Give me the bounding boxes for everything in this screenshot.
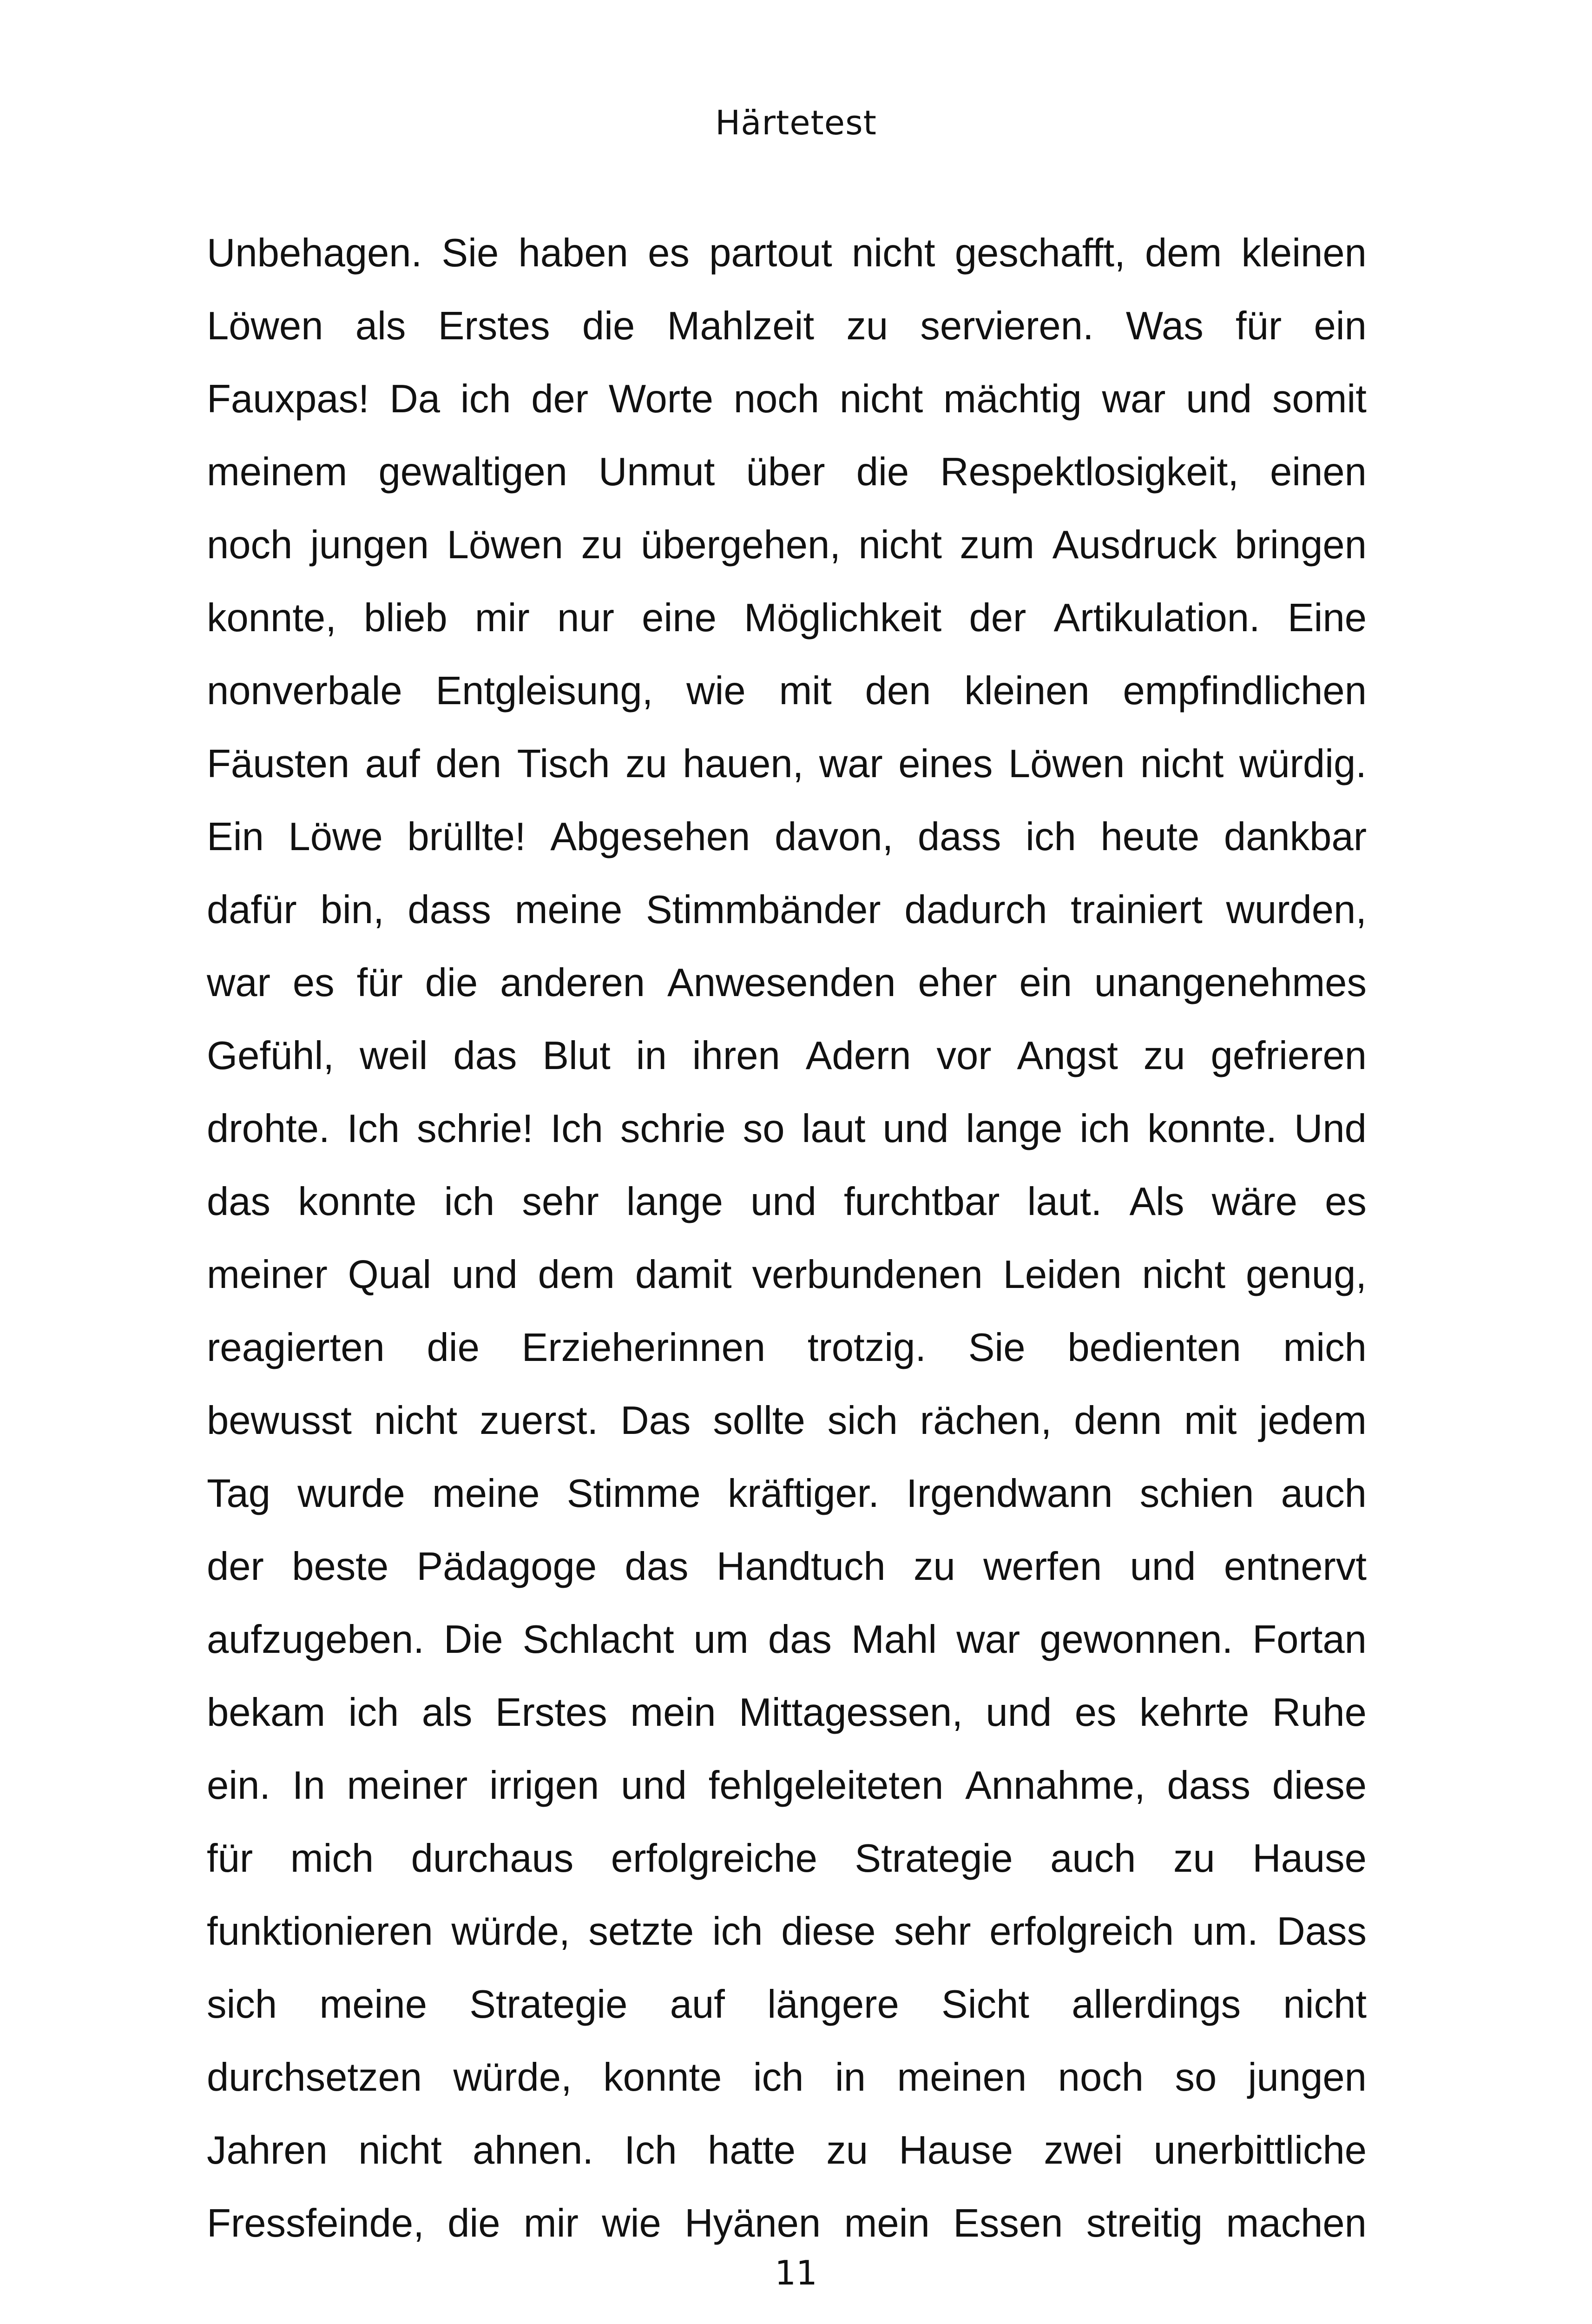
word: eher [918,961,997,1005]
word: Als [1129,1180,1184,1224]
word: das [768,1618,832,1662]
word: denn [1074,1399,1162,1443]
word: lange [626,1180,723,1224]
word: laut [802,1107,866,1151]
word: meine [319,1982,427,2027]
word: Unmut [598,450,715,494]
word: diese [1272,1763,1367,1808]
word: es [1074,1690,1117,1735]
word: Dass [1276,1909,1367,1954]
word: mein [844,2201,930,2245]
text-line [207,363,1367,436]
word: wie [686,669,746,713]
word: allerdings [1072,1982,1241,2027]
word: zu [1143,1034,1185,1078]
word: dem [1145,231,1222,275]
word: und [750,1180,816,1224]
word: in [835,2055,866,2100]
word: Artikulation. [1053,596,1260,640]
word: durchaus [411,1836,574,1881]
word: mächtig [943,377,1082,421]
word: Ein [207,815,264,859]
word: Löwen [207,304,323,348]
word: aufzugeben. [207,1618,424,1662]
word: nur [557,596,614,640]
word: konnte. [1147,1107,1277,1151]
word: Erstes [495,1690,607,1735]
word: somit [1272,377,1367,421]
word: Sicht [941,1982,1030,2027]
word: nicht [839,377,923,421]
word: dass [917,815,1001,859]
word: dafür [207,888,297,932]
word: laut. [1027,1180,1102,1224]
word: partout [709,231,832,275]
text-line [207,800,1367,873]
word: mit [779,669,832,713]
text-line [207,1676,1367,1749]
word: als [421,1690,473,1735]
word: In [292,1763,325,1808]
word: Tag [207,1472,271,1516]
word: Unbehagen. [207,231,422,275]
word: zu [826,2128,868,2172]
word: Hause [1252,1836,1367,1881]
word: lange [966,1107,1063,1151]
word: Mittagessen, [739,1690,963,1735]
word: in [636,1034,667,1078]
word: dadurch [904,888,1047,932]
word: ihren [692,1034,780,1078]
word: war [819,742,883,786]
word: auf [365,742,420,786]
word: so [1175,2055,1217,2100]
word: Strategie [855,1836,1013,1881]
word: meine [432,1472,540,1516]
word: gefrieren [1210,1034,1367,1078]
running-header: Härtetest [715,103,877,142]
word: Qual [348,1253,432,1297]
word: ich [444,1180,495,1224]
text-line [207,1092,1367,1165]
word: Erstes [438,304,550,348]
word: schrie [620,1107,726,1151]
word: würde, [451,1909,570,1954]
word: Ich [624,2128,677,2172]
word: ahnen. [473,2128,593,2172]
word: war [956,1618,1020,1662]
word: den [435,742,502,786]
word: trotzig. [807,1326,926,1370]
word: bedienten [1067,1326,1241,1370]
text-line [207,290,1367,363]
word: ich [1026,815,1076,859]
word: Strategie [469,1982,628,2027]
word: Abgesehen [550,815,750,859]
word: der [207,1545,264,1589]
word: hatte [707,2128,796,2172]
word: reagierten [207,1326,385,1370]
text-line [207,1457,1367,1530]
word: ich [712,1909,763,1954]
word: anderen [500,961,645,1005]
word: mit [1184,1399,1237,1443]
word: dem [538,1253,615,1297]
word: und [452,1253,518,1297]
text-line [207,1895,1367,1968]
word: zu [914,1545,955,1589]
word: konnte [298,1180,417,1224]
text-line [207,1822,1367,1895]
word: kehrte [1139,1690,1250,1735]
word: meinem [207,450,348,494]
word: Eine [1287,596,1367,640]
word: nicht [374,1399,458,1443]
word: meinen [897,2055,1027,2100]
word: mich [1283,1326,1367,1370]
word: die [582,304,635,348]
word: und [1130,1545,1196,1589]
word: entnervt [1224,1545,1367,1589]
word: Tisch [517,742,610,786]
word: ich [348,1690,399,1735]
text-line [207,2114,1367,2187]
text-line [207,436,1367,508]
word: Löwe [288,815,383,859]
word: Mahlzeit [667,304,815,348]
word: kräftiger. [728,1472,880,1516]
word: auch [1050,1836,1136,1881]
word: konnte, [207,596,336,640]
word: sich [827,1399,898,1443]
text-line [207,1165,1367,1238]
word: haben [518,231,628,275]
text-line [207,1238,1367,1311]
word: so [743,1107,785,1151]
word: meine [514,888,623,932]
word: und [882,1107,949,1151]
word: Annahme, [965,1763,1145,1808]
text-line [207,1311,1367,1384]
word: die [856,450,909,494]
word: sollte [713,1399,805,1443]
word: um [693,1618,749,1662]
word: Hause [899,2128,1013,2172]
word: würde, [453,2055,572,2100]
word: wäre [1211,1180,1297,1224]
word: dass [1167,1763,1250,1808]
word: nicht [1283,1982,1367,2027]
word: Fauxpas! [207,377,369,421]
word: mir [523,2201,579,2245]
word: Adern [805,1034,911,1078]
word: es [1325,1180,1367,1224]
word: übergehen, [640,523,841,567]
word: über [746,450,825,494]
word: Ich [550,1107,603,1151]
word: bringen [1235,523,1367,567]
word: die [425,961,478,1005]
word: noch [207,523,293,567]
word: noch [733,377,820,421]
text-line [207,2187,1367,2260]
word: mir [474,596,530,640]
word: trainiert [1071,888,1203,932]
word: das [625,1545,689,1589]
word: fehlgeleiteten [708,1763,944,1808]
word: sehr [522,1180,599,1224]
word: ich [460,377,511,421]
text-line [207,508,1367,581]
word: ein [1019,961,1072,1005]
word: servieren. [920,304,1094,348]
word: eines [898,742,993,786]
word: Blut [542,1034,611,1078]
word: heute [1100,815,1200,859]
word: Und [1294,1107,1367,1151]
page-number: 11 [775,2253,817,2292]
text-line [207,1384,1367,1457]
word: gewonnen. [1039,1618,1233,1662]
word: furchtbar [844,1180,1000,1224]
word: kleinen [964,669,1090,713]
word: erfolgreich [989,1909,1174,1954]
word: hauen, [683,742,804,786]
word: werfen [983,1545,1102,1589]
word: Handtuch [716,1545,886,1589]
word: diese [781,1909,876,1954]
word: um. [1192,1909,1258,1954]
word: zum [960,523,1035,567]
word: bewusst [207,1399,352,1443]
word: kleinen [1241,231,1367,275]
word: Gefühl, [207,1034,335,1078]
text-line [207,873,1367,946]
text-line [207,1603,1367,1676]
word: sich [207,1982,277,2027]
word: genug, [1245,1253,1367,1297]
word: Leiden [1003,1253,1122,1297]
word: unangenehmes [1094,961,1367,1005]
word: geschafft, [954,231,1125,275]
word: zu [846,304,888,348]
word: durchsetzen [207,2055,422,2100]
word: Irgendwann [906,1472,1113,1516]
word: ein. [207,1763,271,1808]
word: schien [1139,1472,1254,1516]
word: meiner [347,1763,468,1808]
word: setzte [588,1909,694,1954]
word: Möglichkeit [744,596,942,640]
word: Worte [608,377,714,421]
word: jedem [1259,1399,1367,1443]
word: Anwesenden [667,961,896,1005]
word: Da [389,377,441,421]
word: war [207,961,270,1005]
word: brüllte! [407,815,526,859]
text-line [207,727,1367,800]
word: Pädagoge [416,1545,597,1589]
word: auf [670,1982,725,2027]
text-line [207,946,1367,1019]
word: zwei [1044,2128,1123,2172]
word: vor [936,1034,992,1078]
word: bin, [320,888,384,932]
word: es [648,231,690,275]
word: zu [581,523,623,567]
word: erfolgreiche [611,1836,817,1881]
word: nicht [358,2128,442,2172]
word: streitig [1086,2201,1203,2245]
word: das [207,1180,271,1224]
word: mich [290,1836,374,1881]
word: sehr [894,1909,971,1954]
word: verbundenen [752,1253,983,1297]
word: Mahl [851,1618,937,1662]
text-line [207,1019,1367,1092]
word: Hyänen [684,2201,821,2245]
body-text [207,217,1367,2260]
word: Angst [1017,1034,1118,1078]
word: Stimme [566,1472,701,1516]
word: Das [620,1399,691,1443]
word: damit [635,1253,732,1297]
word: als [355,304,406,348]
word: Löwen [447,523,564,567]
word: weil [359,1034,428,1078]
word: Was [1125,304,1204,348]
word: rächen, [920,1399,1052,1443]
word: machen [1226,2201,1367,2245]
word: zu [625,742,667,786]
word: ich [753,2055,804,2100]
word: Ausdruck [1052,523,1217,567]
word: Fressfeinde, [207,2201,424,2245]
text-line [207,1968,1367,2041]
word: mein [630,1690,716,1735]
word: Ruhe [1272,1690,1367,1735]
word: wie [602,2201,661,2245]
word: den [865,669,931,713]
word: ich [1079,1107,1131,1151]
word: beste [292,1545,389,1589]
word: wurden, [1226,888,1367,932]
text-line [207,654,1367,727]
word: meiner [207,1253,328,1297]
word: dankbar [1224,815,1367,859]
word: Erzieherinnen [521,1326,766,1370]
word: davon, [774,815,894,859]
word: Löwen [1008,742,1125,786]
word: Entgleisung, [435,669,653,713]
word: nicht [1140,742,1224,786]
word: schrie! [417,1107,533,1151]
word: Fortan [1252,1618,1367,1662]
text-line [207,1749,1367,1822]
word: Stimmbänder [646,888,881,932]
word: längere [767,1982,899,2027]
word: Schlacht [522,1618,674,1662]
word: bekam [207,1690,326,1735]
word: Jahren [207,2128,328,2172]
word: konnte [603,2055,722,2100]
word: drohte. [207,1107,330,1151]
word: Sie [441,231,499,275]
word: es [292,961,335,1005]
word: eine [642,596,717,640]
word: blieb [364,596,447,640]
word: und [1186,377,1252,421]
word: nicht [858,523,942,567]
word: auch [1281,1472,1367,1516]
word: dass [408,888,491,932]
word: der [531,377,589,421]
word: Essen [953,2201,1063,2245]
word: jungen [310,523,429,567]
word: Ich [347,1107,400,1151]
word: für [1235,304,1282,348]
text-line [207,217,1367,290]
word: das [453,1034,517,1078]
word: nonverbale [207,669,402,713]
word: und [621,1763,687,1808]
word: Respektlosigkeit, [940,450,1239,494]
word: Fäusten [207,742,350,786]
word: zu [1173,1836,1215,1881]
text-line [207,2041,1367,2114]
word: irrigen [489,1763,599,1808]
word: und [986,1690,1052,1735]
word: Die [443,1618,503,1662]
word: die [427,1326,480,1370]
word: würdig. [1239,742,1367,786]
word: Sie [968,1326,1026,1370]
word: der [969,596,1026,640]
word: die [447,2201,500,2245]
word: einen [1270,450,1367,494]
word: funktionieren [207,1909,433,1954]
word: noch [1058,2055,1144,2100]
text-line [207,581,1367,654]
word: nicht [1142,1253,1226,1297]
word: gewaltigen [378,450,567,494]
word: jungen [1248,2055,1367,2100]
word: ein [1314,304,1367,348]
word: unerbittliche [1153,2128,1367,2172]
word: empfindlichen [1123,669,1367,713]
word: für [356,961,403,1005]
word: für [207,1836,253,1881]
word: war [1102,377,1166,421]
word: zuerst. [480,1399,599,1443]
text-line [207,1530,1367,1603]
word: nicht [851,231,935,275]
word: wurde [297,1472,405,1516]
